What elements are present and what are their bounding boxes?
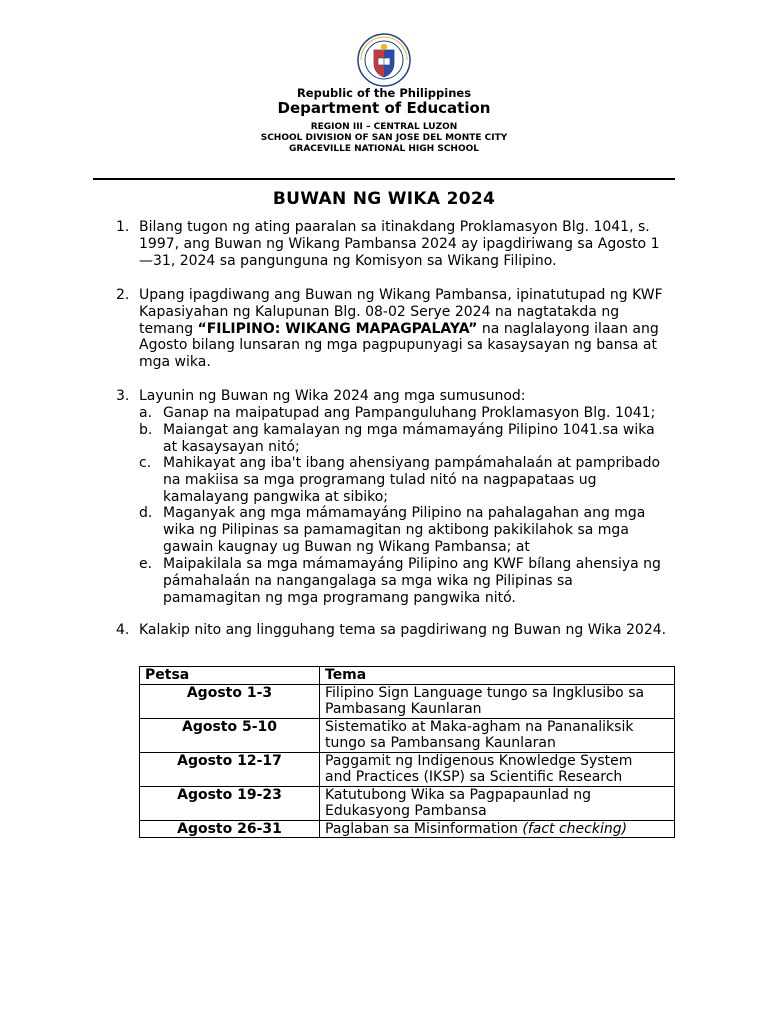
text-line: na makiisa sa mga programang tulad nitó na nagpapataas ug — [163, 471, 597, 488]
text-line: pamamagitan ng mga programang pangwika nitó. — [163, 589, 516, 606]
table-header-row — [140, 667, 675, 685]
text-line: Kalakip nito ang lingguhang tema sa pagdiriwang ng Buwan ng Wika 2024. — [139, 622, 667, 638]
text-line — [139, 321, 699, 338]
objective-letter: a. — [139, 405, 153, 421]
text-line: and Practices (IKSP) sa Scientific Research — [325, 769, 623, 785]
deped-seal-logo — [357, 33, 411, 87]
list-item — [139, 219, 699, 269]
text-line: Maiangat ang kamalayan ng mga mámamayáng Pilipino 1041.sa wika — [163, 422, 655, 438]
text-line: gawain kaugnay ug Buwan ng Wikang Pambansa; at — [163, 538, 530, 555]
text-segment: temang — [139, 320, 198, 337]
text-line: Filipino Sign Language tungo sa Ingklusibo sa — [325, 684, 645, 701]
item-number: 1. — [116, 219, 130, 235]
text-segment-italic: (fact checking) — [522, 820, 628, 837]
text-line: Katutubong Wika sa Pagpapaunlad ng — [325, 786, 592, 803]
text-line: Sistematiko at Maka-agham na Pananaliksik — [325, 718, 634, 735]
objective-item — [163, 556, 683, 606]
theme-cell — [320, 684, 675, 718]
theme-cell — [320, 752, 675, 786]
table-row — [140, 786, 675, 820]
column-header-petsa: Petsa — [140, 667, 320, 685]
objective-letter: d. — [139, 505, 153, 521]
objective-letter: b. — [139, 422, 153, 438]
text-line: Ganap na maipatupad ang Pampanguluhang Proklamasyon Blg. 1041; — [163, 405, 656, 421]
text-line: 1997, ang Buwan ng Wikang Pambansa 2024 ay ipagdiriwang sa Agosto 1 — [139, 235, 660, 252]
objective-item — [163, 505, 683, 555]
header-divider — [93, 178, 675, 180]
text-line: tungo sa Pambansang Kaunlaran — [325, 735, 556, 751]
text-line: kamalayang pangwika at sibiko; — [163, 488, 389, 505]
region-heading: REGION III – CENTRAL LUZON — [310, 122, 458, 132]
theme-cell — [320, 786, 675, 820]
theme-cell — [320, 820, 675, 838]
date-cell: Agosto 12-17 — [140, 752, 320, 786]
list-item — [139, 287, 699, 371]
date-cell: Agosto 5-10 — [140, 718, 320, 752]
page-title: BUWAN NG WIKA 2024 — [272, 189, 496, 209]
text-line: Edukasyong Pambansa — [325, 803, 487, 819]
list-item — [139, 388, 699, 405]
text-line: Pambasang Kaunlaran — [325, 701, 482, 717]
text-line: Paggamit ng Indigenous Knowledge System — [325, 752, 633, 769]
theme-cell — [320, 718, 675, 752]
division-heading: SCHOOL DIVISION OF SAN JOSE DEL MONTE CITY — [260, 133, 508, 143]
text-line: at kasaysayan nitó; — [163, 438, 300, 455]
theme-table — [139, 666, 675, 838]
school-heading: GRACEVILLE NATIONAL HIGH SCHOOL — [289, 144, 479, 154]
item-number: 2. — [116, 287, 130, 303]
text-line: Agosto bilang lunsaran ng mga pagpupunyagi sa kasaysayan ng bansa at — [139, 337, 657, 354]
text-line: Kapasiyahan ng Kalupunan Blg. 08-02 Serye 2024 na nagtatakda ng — [139, 303, 620, 320]
date-cell: Agosto 1-3 — [140, 684, 320, 718]
text-line: Bilang tugon ng ating paaralan sa itinakdang Proklamasyon Blg. 1041, s. — [139, 219, 650, 235]
text-line: Mahikayat ang iba't ibang ahensiyang pampámahalaán at pampribado — [163, 455, 661, 471]
text-segment: na naglalayong ilaan ang — [477, 320, 659, 337]
department-heading: Department of Education — [277, 99, 491, 117]
objective-item — [163, 422, 683, 456]
text-line: —31, 2024 sa pangunguna ng Komisyon sa Wikang Filipino. — [139, 252, 557, 269]
table-row — [140, 752, 675, 786]
date-cell: Agosto 26-31 — [140, 820, 320, 838]
item-number: 4. — [116, 622, 130, 638]
text-segment: Paglaban sa Misinformation — [325, 820, 523, 837]
column-header-tema: Tema — [320, 667, 675, 685]
text-line: Layunin ng Buwan ng Wika 2024 ang mga sumusunod: — [139, 388, 526, 404]
objective-item — [163, 405, 683, 422]
table-row — [140, 684, 675, 718]
republic-heading: Republic of the Philippines — [296, 86, 472, 100]
objective-item — [163, 455, 683, 505]
objective-letter: e. — [139, 556, 153, 572]
table-row — [140, 820, 675, 838]
text-line: mga wika. — [139, 354, 211, 371]
table-row — [140, 718, 675, 752]
text-line: Maipakilala sa mga mámamayáng Pilipino ang KWF bílang ahensiya ng — [163, 556, 661, 572]
text-line: pámahalaán na nangangalaga sa mga wika ng Pilipinas sa — [163, 572, 573, 589]
text-line: wika ng Pilipinas sa pamamagitan ng aktibong pakikilahok sa mga — [163, 521, 629, 538]
objective-letter: c. — [139, 455, 152, 471]
list-item — [139, 622, 699, 639]
date-cell: Agosto 19-23 — [140, 786, 320, 820]
text-line: Maganyak ang mga mámamayáng Pilipino na pahalagahan ang mga — [163, 505, 646, 521]
theme-title: “FILIPINO: WIKANG MAPAGPALAYA” — [197, 320, 478, 337]
item-number: 3. — [116, 388, 130, 404]
text-line: Upang ipagdiwang ang Buwan ng Wikang Pambansa, ipinatutupad ng KWF — [139, 287, 663, 303]
